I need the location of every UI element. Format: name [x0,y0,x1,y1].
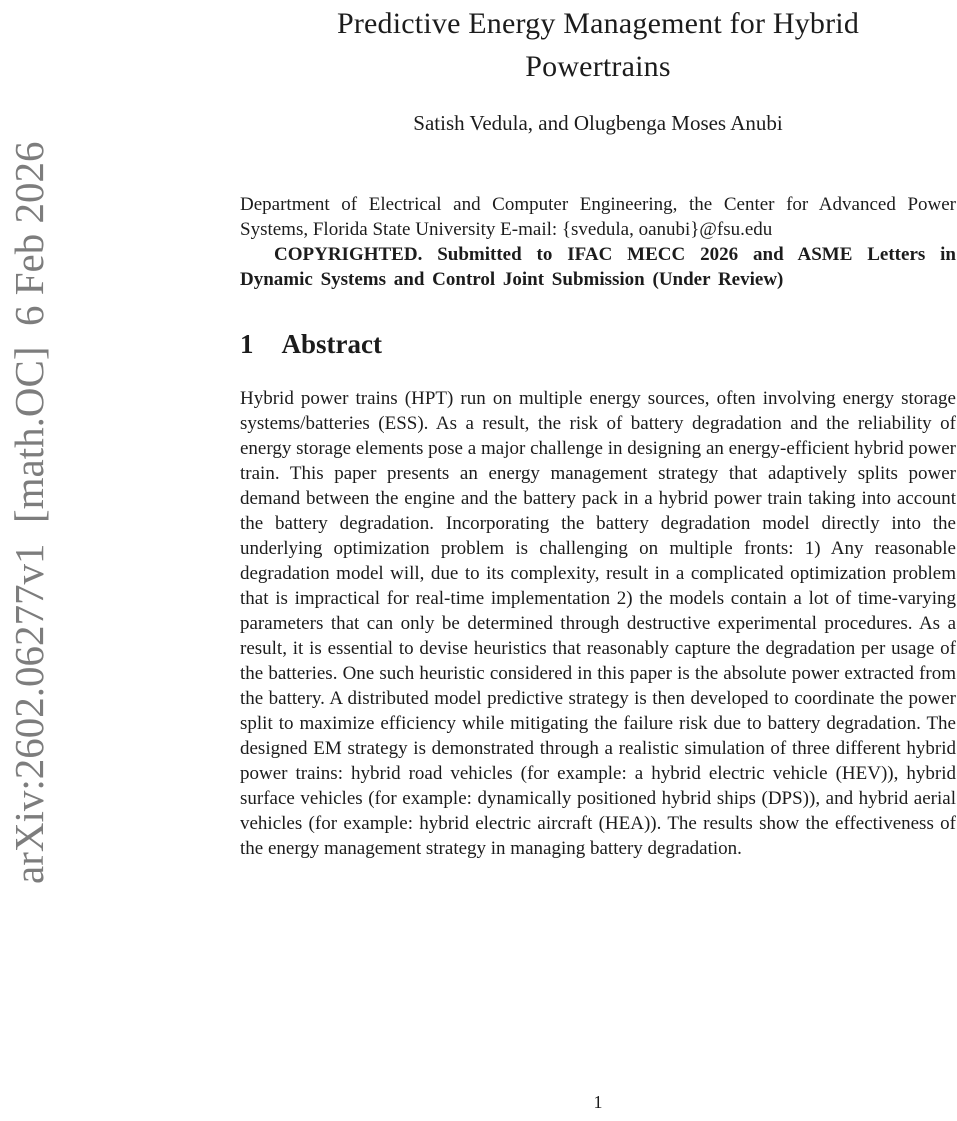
section-title: Abstract [281,329,382,359]
paper-content [240,0,956,861]
arxiv-watermark: arXiv:2602.06277v1 [math.OC] 6 Feb 2026 [6,141,52,884]
paper-authors: Satish Vedula, and Olugbenga Moses Anubi [413,111,783,135]
affiliation-text: Department of Electrical and Computer Engineering, the Center for Advanced Power Systems, Florida State University E-mail: {svedula, oanubi}@fsu.edu [240,194,956,240]
section-heading-abstract [240,328,956,361]
abstract-text: Hybrid power trains (HPT) run on multiple energy sources, often involving energy storage systems/batteries (ESS). As a result, the risk of battery degradation and the reliability of energy storage elements pose a major challenge in designing an energy-efficient hybrid power train. This paper presents an energy management strategy that adaptively splits power demand between the engine and the battery pack in a hybrid power train taking into account the battery degradation. Incorporating the battery degradation model directly into the underlying optimization problem is challenging on multiple fronts: 1) Any reasonable degradation model will, due to its complexity, result in a complicated optimization problem that is impractical for real-time implementation 2) the models contain a lot of time-varying parameters that can only be determined through destructive experimental procedures. As a result, it is essential to devise heuristics that reasonably capture the degradation per usage of the batteries. One such heuristic considered in this paper is the absolute power extracted from the battery. A distributed model predictive strategy is then developed to coordinate the power split to maximize efficiency while mitigating the failure risk due to battery degradation. The designed EM strategy is demonstrated through a realistic simulation of three different hybrid power trains: hybrid road vehicles (for example: a hybrid electric vehicle (HEV)), hybrid surface vehicles (for example: dynamically positioned hybrid ships (DPS)), and hybrid aerial vehicles (for example: hybrid electric aircraft (HEA)). The results show the effectiveness of the energy management strategy in managing battery degradation. [240,388,956,859]
paper-title: Predictive Energy Management for Hybrid Powertrains [336,7,860,83]
affiliation-block [240,192,956,292]
copyright-notice: COPYRIGHTED. Submitted to IFAC MECC 2026 and ASME Letters in Dynamic Systems and Control Joint Submission (Under Review) [240,244,956,290]
page-number: 1 [593,1092,603,1112]
section-number: 1 [240,329,254,359]
